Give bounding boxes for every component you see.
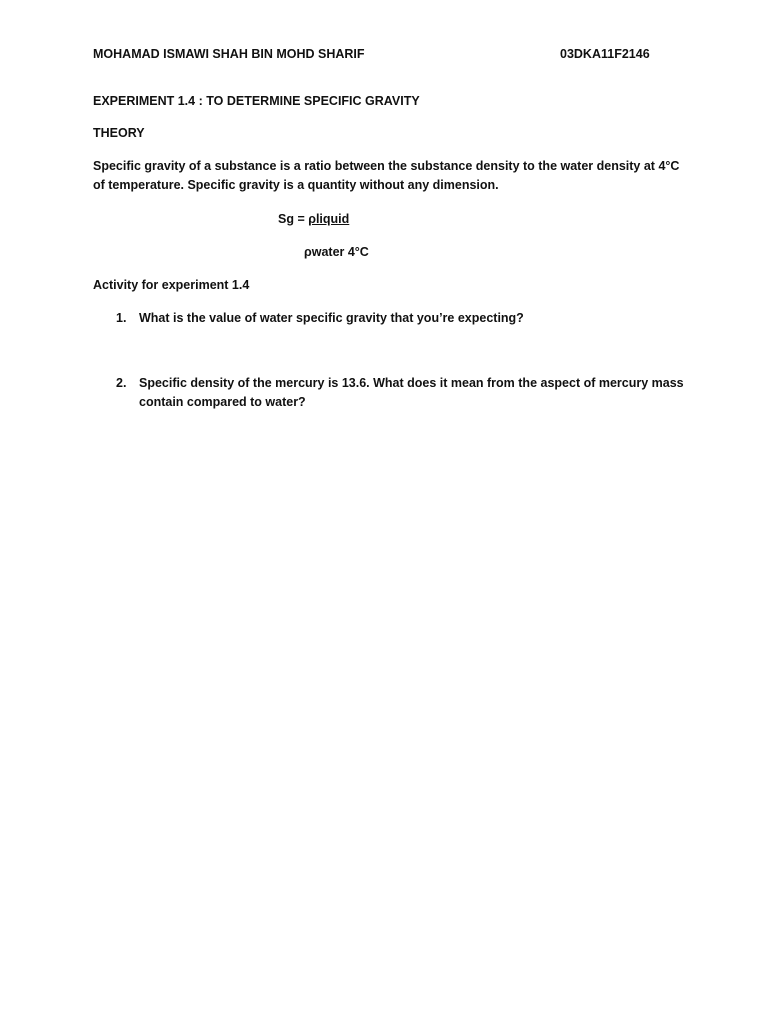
question-1-text: What is the value of water specific gravity that you’re expecting? (139, 311, 524, 325)
question-1-number: 1. (116, 311, 127, 325)
theory-paragraph: Specific gravity of a substance is a ratio between the substance density to the water density at 4°C of temperature. Specific gravity is a quantity without any dimension. (93, 159, 680, 192)
student-id: 03DKA11F2146 (560, 47, 650, 61)
experiment-title: EXPERIMENT 1.4 : TO DETERMINE SPECIFIC GRAVITY (93, 94, 420, 108)
formula-numerator: ρliquid (308, 212, 350, 226)
formula-numerator-line (278, 210, 349, 229)
question-2-number: 2. (116, 376, 127, 390)
student-name: MOHAMAD ISMAWI SHAH BIN MOHD SHARIF (93, 47, 365, 61)
theory-heading: THEORY (93, 126, 145, 140)
formula-lhs: Sg = (278, 212, 309, 226)
question-2-text: Specific density of the mercury is 13.6. What does it mean from the aspect of mercury mass contain compared to water? (139, 376, 684, 409)
formula-denominator: ρwater 4°C (304, 245, 369, 259)
activity-heading: Activity for experiment 1.4 (93, 278, 250, 292)
